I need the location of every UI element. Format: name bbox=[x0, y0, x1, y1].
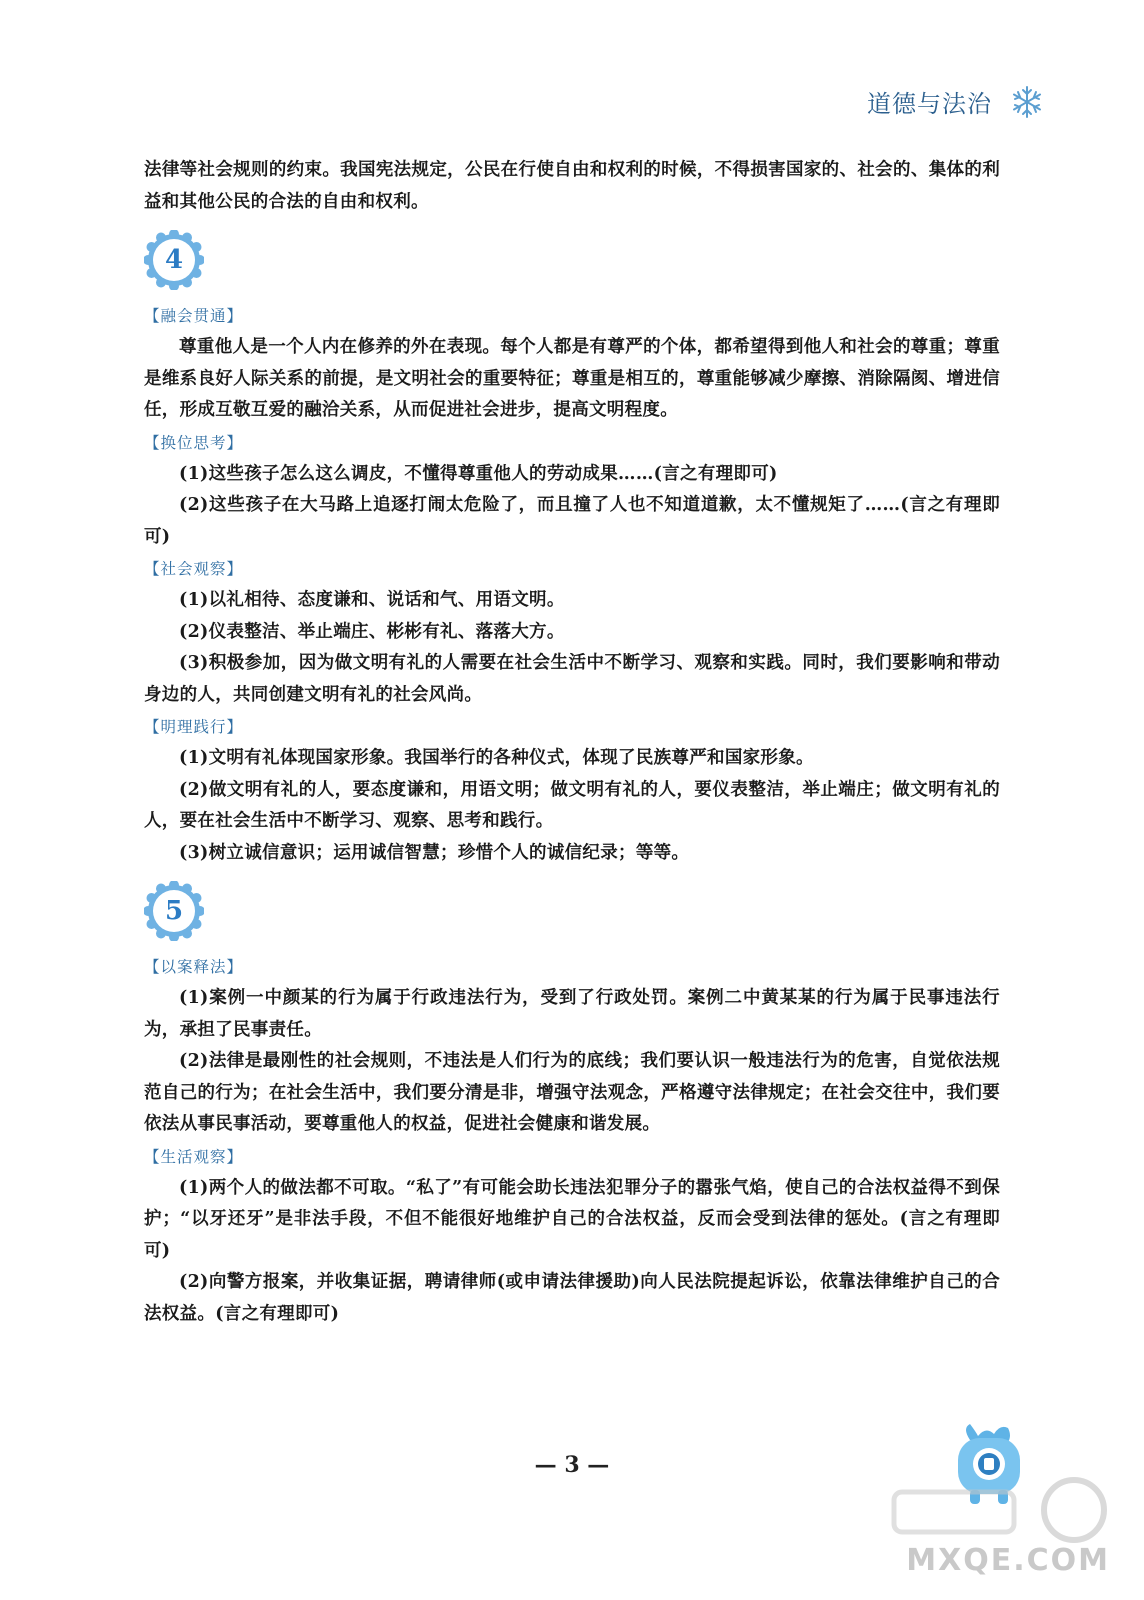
block-paragraph: (2)仪表整洁、举止端庄、彬彬有礼、落落大方。 bbox=[179, 621, 565, 642]
section-4-header bbox=[144, 224, 1000, 296]
block-paragraph: (1)这些孩子怎么这么调皮，不懂得尊重他人的劳动成果……(言之有理即可) bbox=[179, 463, 778, 484]
block-tag: 【社会观察】 bbox=[144, 560, 244, 578]
snowflake-icon bbox=[1010, 85, 1044, 119]
block-mljx bbox=[144, 711, 1000, 869]
block-tag: 【换位思考】 bbox=[144, 433, 244, 452]
block-paragraph: (2)做文明有礼的人，要态度谦和，用语文明；做文明有礼的人，要仪表整洁，举止端庄；做文明有礼的人，要在社会生活中不断学习、观察、思考和践行。 bbox=[144, 779, 1000, 831]
block-paragraph: 尊重他人是一个人内在修养的外在表现。每个人都是有尊严的个体，都希望得到他人和社会的尊重；尊重是维系良好人际关系的前提，是文明社会的重要特征；尊重是相互的，尊重能够减少摩擦、消除隔阂、增进信任，形成互敬互爱的融洽关系，从而促进社会进步，提高文明程度。 bbox=[144, 337, 1000, 420]
block-tag: 【明理践行】 bbox=[144, 718, 244, 736]
intro-paragraph: 法律等社会规则的约束。我国宪法规定，公民在行使自由和权利的时候，不得损害国家的、社会的、集体的利益和其他公民的合法的自由和权利。 bbox=[144, 160, 1000, 212]
block-shgc bbox=[144, 553, 1000, 711]
block-hwsk bbox=[144, 427, 1000, 554]
block-paragraph: (3)树立诚信意识；运用诚信智慧；珍惜个人的诚信纪录；等等。 bbox=[179, 842, 690, 863]
block-paragraph: (1)案例一中颜某的行为属于行政违法行为，受到了行政处罚。案例二中黄某某的行为属于民事违法行为，承担了民事责任。 bbox=[144, 988, 1000, 1040]
block-shgc2 bbox=[144, 1141, 1000, 1331]
block-rhgt bbox=[144, 300, 1000, 427]
header bbox=[867, 84, 1044, 119]
block-paragraph: (3)积极参加，因为做文明有礼的人需要在社会生活中不断学习、观察和实践。同时，我们要影响和带动身边的人，共同创建文明有礼的社会风尚。 bbox=[144, 653, 1000, 705]
block-yasf bbox=[144, 951, 1000, 1141]
block-paragraph: (1)以礼相待、态度谦和、说话和气、用语文明。 bbox=[179, 590, 565, 610]
block-paragraph: (2)法律是最刚性的社会规则，不违法是人们行为的底线；我们要认识一般违法行为的危害，自觉依法规范自己的行为；在社会生活中，我们要分清是非，增强守法观念，严格遵守法律规定；在社会交往中，我们要依法从事民事活动，要尊重他人的权益，促进社会健康和谐发展。 bbox=[144, 1051, 1000, 1134]
section-badge-5 bbox=[144, 881, 204, 941]
section-badge-4 bbox=[144, 230, 204, 290]
block-paragraph: (2)向警方报案，并收集证据，聘请律师(或申请法律援助)向人民法院提起诉讼，依靠法律维护自己的合法权益。(言之有理即可) bbox=[144, 1272, 1000, 1324]
block-paragraph: (1)文明有礼体现国家形象。我国举行的各种仪式，体现了民族尊严和国家形象。 bbox=[179, 748, 814, 768]
section-number: 4 bbox=[164, 245, 184, 275]
watermark-text: MXQE.COM bbox=[906, 1543, 1110, 1578]
section-number: 5 bbox=[164, 896, 184, 926]
block-tag: 【以案释法】 bbox=[144, 958, 244, 976]
block-tag: 【生活观察】 bbox=[144, 1147, 244, 1166]
block-paragraph: (2)这些孩子在大马路上追逐打闹太危险了，而且撞了人也不知道道歉，太不懂规矩了……(言之有理即可) bbox=[144, 495, 1000, 547]
block-tag: 【融会贯通】 bbox=[144, 307, 244, 325]
block-paragraph: (1)两个人的做法都不可取。“私了”有可能会助长违法犯罪分子的嚣张气焰，使自己的合法权益得不到保护；“以牙还牙”是非法手段，不但不能很好地维护自己的合法权益，反而会受到法律的惩处。(言之有理即可) bbox=[144, 1177, 1000, 1261]
header-title: 道德与法治 bbox=[867, 90, 992, 118]
section-5-header bbox=[144, 875, 1000, 947]
content bbox=[144, 155, 1000, 1330]
page-number: — 3 — bbox=[534, 1452, 610, 1478]
